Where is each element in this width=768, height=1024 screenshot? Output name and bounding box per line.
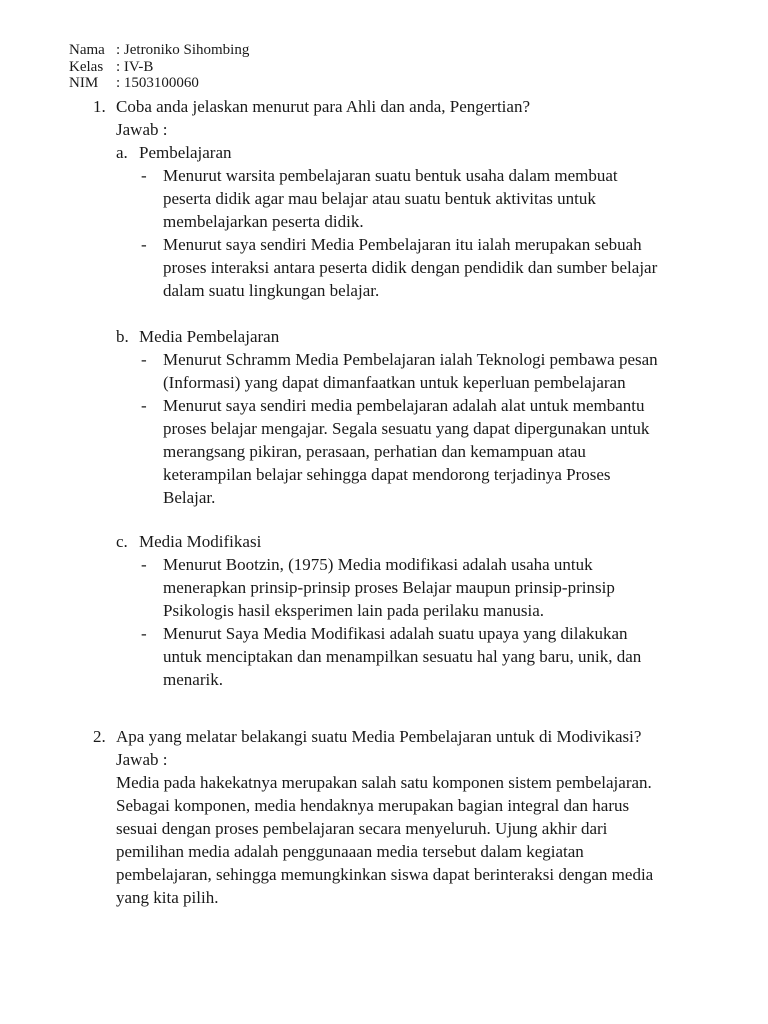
bullet-line: untuk menciptakan dan menampilkan sesuatu hal yang baru, unik, dan (163, 647, 642, 666)
bullet-line: Psikologis hasil eksperimen lain pada perilaku manusia. (163, 601, 545, 620)
bullet-line: menarik. (163, 670, 223, 689)
section-c-title: Media Modifikasi (139, 532, 262, 551)
answer-paragraph-line: pemilihan media adalah penggunaaan media tersebut dalam kegiatan (116, 842, 584, 861)
answer-paragraph-line: yang kita pilih. (116, 888, 219, 907)
name-value: : Jetroniko Sihombing (116, 42, 250, 58)
bullet-line: membelajarkan peserta didik. (163, 212, 364, 231)
bullet-marker: - (141, 396, 147, 415)
bullet-line: Belajar. (163, 488, 216, 507)
student-info (69, 42, 249, 92)
section-b-letter: b. (116, 327, 129, 346)
question-1-number: 1. (93, 97, 106, 116)
bullet-line: Menurut warsita pembelajaran suatu bentuk usaha dalam membuat (163, 166, 618, 185)
bullet-line: Menurut saya sendiri Media Pembelajaran itu ialah merupakan sebuah (163, 235, 642, 254)
bullet-line: peserta didik agar mau belajar atau suatu bentuk aktivitas untuk (163, 189, 596, 208)
class-value: : IV-B (116, 58, 154, 75)
question-1-text: Coba anda jelaskan menurut para Ahli dan anda, Pengertian? (116, 97, 530, 116)
bullet-marker: - (141, 350, 147, 369)
bullet-line: proses belajar mengajar. Segala sesuatu yang dapat dipergunakan untuk (163, 419, 650, 438)
bullet-line: (Informasi) yang dapat dimanfaatkan untuk keperluan pembelajaran (163, 373, 626, 392)
bullet-line: Menurut Saya Media Modifikasi adalah suatu upaya yang dilakukan (163, 624, 628, 643)
class-label: Kelas (69, 58, 104, 75)
bullet-line: keterampilan belajar sehingga dapat mendorong terjadinya Proses (163, 465, 611, 484)
student-class-row (69, 59, 249, 76)
section-a-letter: a. (116, 143, 128, 162)
answer-paragraph-line: Media pada hakekatnya merupakan salah satu komponen sistem pembelajaran. (116, 773, 652, 792)
answer-paragraph-line: sesuai dengan proses pembelajaran secara menyeluruh. Ujung akhir dari (116, 819, 608, 838)
section-b-title: Media Pembelajaran (139, 327, 280, 346)
answer-paragraph-line: pembelajaran, sehingga memungkinkan siswa dapat berinteraksi dengan media (116, 865, 654, 884)
section-a-title: Pembelajaran (139, 143, 232, 162)
answer-paragraph-line: Sebagai komponen, media hendaknya merupakan bagian integral dan harus (116, 796, 630, 815)
bullet-line: Menurut saya sendiri media pembelajaran adalah alat untuk membantu (163, 396, 645, 415)
question-2-text: Apa yang melatar belakangi suatu Media Pembelajaran untuk di Modivikasi? (116, 727, 642, 746)
question-2-number: 2. (93, 727, 106, 746)
bullet-line: proses interaksi antara peserta didik dengan pendidik dan sumber belajar (163, 258, 658, 277)
bullet-line: dalam suatu lingkungan belajar. (163, 281, 380, 300)
nim-label: NIM (69, 75, 99, 91)
bullet-line: merangsang pikiran, perasaan, perhatian dan kemampuan atau (163, 442, 586, 461)
bullet-marker: - (141, 166, 147, 185)
question-2-answer-label: Jawab : (116, 750, 168, 769)
section-c-letter: c. (116, 532, 128, 551)
bullet-marker: - (141, 624, 147, 643)
bullet-line: Menurut Bootzin, (1975) Media modifikasi adalah usaha untuk (163, 555, 593, 574)
bullet-line: menerapkan prinsip-prinsip proses Belajar maupun prinsip-prinsip (163, 578, 615, 597)
nim-value: : 1503100060 (116, 75, 199, 91)
question-1-answer-label: Jawab : (116, 120, 168, 139)
bullet-marker: - (141, 235, 147, 254)
student-nim-row (69, 75, 249, 92)
student-name-row (69, 42, 249, 59)
name-label: Nama (69, 42, 105, 58)
bullet-marker: - (141, 555, 147, 574)
bullet-line: Menurut Schramm Media Pembelajaran ialah Teknologi pembawa pesan (163, 350, 658, 369)
